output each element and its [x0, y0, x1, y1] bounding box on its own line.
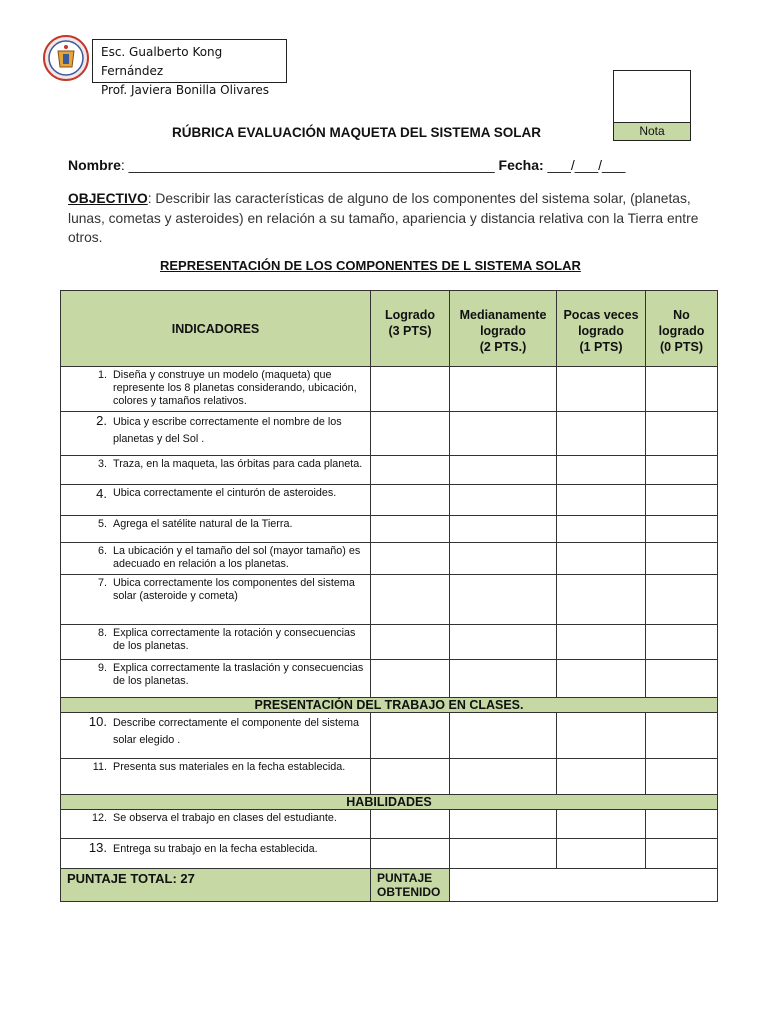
- score-cell-0[interactable]: [646, 516, 718, 543]
- score-cell-2[interactable]: [450, 516, 557, 543]
- page-title: RÚBRICA EVALUACIÓN MAQUETA DEL SISTEMA SOLAR: [172, 125, 542, 140]
- indicator-number: 3.: [97, 458, 107, 470]
- score-cell-1[interactable]: [557, 713, 646, 759]
- school-name: Esc. Gualberto Kong Fernández: [101, 45, 223, 78]
- rubric-table: [60, 290, 718, 902]
- score-cell-0[interactable]: [646, 660, 718, 698]
- objective-paragraph: [68, 189, 718, 248]
- score-cell-0[interactable]: [646, 367, 718, 412]
- score-cell-3[interactable]: [371, 713, 450, 759]
- header-not-line2: logrado: [658, 324, 705, 338]
- grade-label: Nota: [614, 122, 690, 140]
- score-cell-3[interactable]: [371, 625, 450, 660]
- header-achieved-line1: Logrado: [385, 308, 435, 322]
- header-indicators: INDICADORES: [61, 291, 371, 367]
- header-row: [61, 291, 718, 367]
- score-cell-0[interactable]: [646, 456, 718, 485]
- date-blank[interactable]: ___/___/___: [543, 157, 626, 173]
- table-row: [61, 367, 718, 412]
- indicator-number: 12.: [91, 812, 107, 824]
- band-row-presentation: [61, 698, 718, 713]
- header-mid: [450, 291, 557, 367]
- table-row: [61, 713, 718, 759]
- obtained-score-field[interactable]: [450, 869, 718, 902]
- table-row: [61, 543, 718, 575]
- indicator-text: Ubica y escribe correctamente el nombre de los planetas y del Sol .: [113, 416, 342, 445]
- score-cell-1[interactable]: [557, 839, 646, 869]
- score-cell-3[interactable]: [371, 367, 450, 412]
- indicator-text: Ubica correctamente el cinturón de asteroides.: [113, 487, 337, 499]
- indicator-number: 10.: [88, 714, 107, 729]
- header-few-line1: Pocas veces: [563, 308, 639, 322]
- score-cell-3[interactable]: [371, 575, 450, 625]
- indicator-number: 4.: [96, 486, 107, 501]
- header-achieved: [371, 291, 450, 367]
- score-cell-2[interactable]: [450, 456, 557, 485]
- indicator-cell: [61, 412, 371, 456]
- indicator-text: Se observa el trabajo en clases del estudiante.: [113, 812, 337, 824]
- score-cell-1[interactable]: [557, 367, 646, 412]
- student-line: [68, 157, 625, 173]
- score-cell-2[interactable]: [450, 660, 557, 698]
- score-cell-1[interactable]: [557, 456, 646, 485]
- score-cell-0[interactable]: [646, 759, 718, 795]
- header-mid-line3: (2 PTS.): [479, 340, 527, 354]
- table-row: [61, 759, 718, 795]
- score-cell-3[interactable]: [371, 810, 450, 839]
- header-not-line1: No: [673, 308, 690, 322]
- name-label: Nombre: [68, 157, 121, 173]
- score-cell-3[interactable]: [371, 456, 450, 485]
- indicator-cell: [61, 660, 371, 698]
- indicator-text: Entrega su trabajo en la fecha establecida.: [113, 843, 318, 855]
- score-cell-1[interactable]: [557, 516, 646, 543]
- indicator-cell: [61, 543, 371, 575]
- header-not-line3: (0 PTS): [659, 340, 704, 354]
- score-cell-2[interactable]: [450, 810, 557, 839]
- score-cell-2[interactable]: [450, 575, 557, 625]
- indicator-number: 2.: [96, 413, 107, 428]
- indicator-text: Agrega el satélite natural de la Tierra.: [113, 518, 293, 530]
- header-achieved-line2: (3 PTS): [388, 324, 432, 338]
- table-row: [61, 839, 718, 869]
- score-cell-3[interactable]: [371, 485, 450, 516]
- band-row-skills: [61, 795, 718, 810]
- score-cell-1[interactable]: [557, 810, 646, 839]
- indicator-cell: [61, 367, 371, 412]
- indicator-number: 9.: [97, 662, 107, 674]
- score-cell-1[interactable]: [557, 485, 646, 516]
- table-row: [61, 575, 718, 625]
- indicator-number: 8.: [97, 627, 107, 639]
- score-cell-3[interactable]: [371, 759, 450, 795]
- obtained-label-line2: OBTENIDO: [377, 885, 441, 899]
- score-cell-2[interactable]: [450, 625, 557, 660]
- name-blank[interactable]: : _______________________________________________: [120, 157, 495, 173]
- score-cell-3[interactable]: [371, 516, 450, 543]
- score-cell-3[interactable]: [371, 839, 450, 869]
- obtained-label-line1: PUNTAJE: [377, 871, 433, 885]
- section-title: REPRESENTACIÓN DE LOS COMPONENTES DE L SISTEMA SOLAR: [160, 258, 581, 273]
- score-cell-0[interactable]: [646, 485, 718, 516]
- score-cell-1[interactable]: [557, 543, 646, 575]
- header-mid-line2: logrado: [480, 324, 526, 338]
- score-cell-0[interactable]: [646, 625, 718, 660]
- total-score-label: PUNTAJE TOTAL: 27: [61, 869, 371, 902]
- indicator-text: Describe correctamente el componente del sistema solar elegido .: [113, 717, 360, 746]
- indicator-cell: [61, 516, 371, 543]
- score-cell-2[interactable]: [450, 412, 557, 456]
- indicator-text: Diseña y construye un modelo (maqueta) que represente los 8 planetas considerando, ubicación, colores y tamaños relativos.: [113, 369, 357, 407]
- score-cell-1[interactable]: [557, 759, 646, 795]
- total-row: [61, 869, 718, 902]
- score-cell-1[interactable]: [557, 625, 646, 660]
- indicator-cell: [61, 810, 371, 839]
- date-label: Fecha:: [498, 157, 544, 173]
- score-cell-0[interactable]: [646, 575, 718, 625]
- score-cell-3[interactable]: [371, 543, 450, 575]
- score-cell-3[interactable]: [371, 660, 450, 698]
- indicator-number: 13.: [88, 840, 107, 855]
- score-cell-2[interactable]: [450, 485, 557, 516]
- table-row: [61, 625, 718, 660]
- teacher-name: Prof. Javiera Bonilla Olivares: [101, 83, 270, 97]
- objective-label: OBJECTIVO: [68, 191, 148, 206]
- objective-text: : Describir las características de alguno de los componentes del sistema solar, (planetas, lunas, cometas y asteroides) en relación a su tamaño, apariencia y distancia relativa con la Tierra entre otros.: [68, 191, 699, 245]
- indicator-text: Ubica correctamente los componentes del sistema solar (asteroide y cometa): [113, 577, 355, 602]
- indicator-text: La ubicación y el tamaño del sol (mayor tamaño) es adecuado en relación a los planetas.: [113, 545, 361, 570]
- score-cell-0[interactable]: [646, 839, 718, 869]
- indicator-number: 1.: [97, 369, 107, 381]
- header-not: [646, 291, 718, 367]
- indicator-cell: [61, 713, 371, 759]
- indicator-text: Explica correctamente la rotación y consecuencias de los planetas.: [113, 627, 356, 652]
- indicator-number: 6.: [97, 545, 107, 557]
- table-row: [61, 456, 718, 485]
- table-row: [61, 660, 718, 698]
- indicator-number: 11.: [92, 761, 107, 773]
- indicator-cell: [61, 575, 371, 625]
- score-cell-0[interactable]: [646, 713, 718, 759]
- score-cell-2[interactable]: [450, 759, 557, 795]
- score-cell-0[interactable]: [646, 543, 718, 575]
- table-row: [61, 516, 718, 543]
- indicator-text: Traza, en la maqueta, las órbitas para cada planeta.: [113, 458, 363, 470]
- indicator-cell: [61, 625, 371, 660]
- score-cell-3[interactable]: [371, 412, 450, 456]
- score-cell-2[interactable]: [450, 543, 557, 575]
- score-cell-2[interactable]: [450, 839, 557, 869]
- obtained-score-label: [371, 869, 450, 902]
- indicator-number: 5.: [97, 518, 107, 530]
- indicator-text: Explica correctamente la traslación y consecuencias de los planetas.: [113, 662, 364, 687]
- header-few: [557, 291, 646, 367]
- score-cell-0[interactable]: [646, 810, 718, 839]
- score-cell-1[interactable]: [557, 660, 646, 698]
- score-cell-2[interactable]: [450, 367, 557, 412]
- indicator-text: Presenta sus materiales en la fecha establecida.: [113, 761, 346, 773]
- indicator-cell: [61, 456, 371, 485]
- header-few-line3: (1 PTS): [579, 340, 623, 354]
- grade-box[interactable]: [613, 70, 691, 141]
- score-cell-1[interactable]: [557, 575, 646, 625]
- school-logo: [42, 33, 90, 83]
- indicator-cell: [61, 759, 371, 795]
- score-cell-1[interactable]: [557, 412, 646, 456]
- score-cell-2[interactable]: [450, 713, 557, 759]
- band-presentation: PRESENTACIÓN DEL TRABAJO EN CLASES.: [61, 698, 718, 713]
- indicator-cell: [61, 839, 371, 869]
- band-skills: HABILIDADES: [61, 795, 718, 810]
- header-few-line2: logrado: [578, 324, 624, 338]
- table-row: [61, 810, 718, 839]
- table-row: [61, 412, 718, 456]
- school-info-box: [92, 39, 287, 97]
- table-row: [61, 485, 718, 516]
- header-mid-line1: Medianamente: [459, 308, 547, 322]
- score-cell-0[interactable]: [646, 412, 718, 456]
- indicator-cell: [61, 485, 371, 516]
- indicator-number: 7.: [97, 577, 107, 589]
